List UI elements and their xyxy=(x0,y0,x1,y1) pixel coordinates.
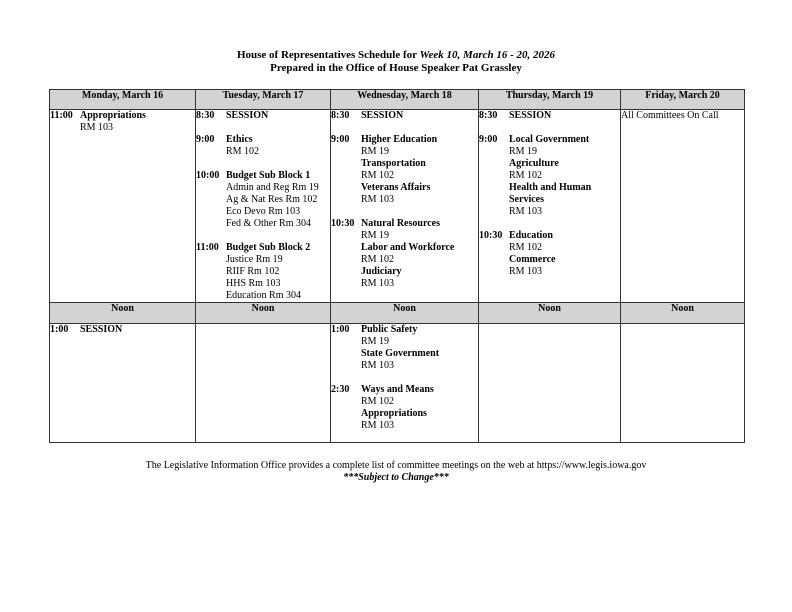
meeting-room: RM 103 xyxy=(80,122,114,133)
time-slot xyxy=(479,110,620,122)
meeting-room: RM 19 xyxy=(361,230,390,241)
slot-time: 2:30 xyxy=(331,384,350,395)
slot-events xyxy=(361,384,478,432)
morning-cell-thursday xyxy=(479,110,621,303)
schedule-table xyxy=(49,89,745,443)
title-line-1: House of Representatives Schedule for Week 10, March 16 - 20, 2026 xyxy=(236,49,556,61)
meeting-room: RM 19 xyxy=(361,336,390,347)
time-slot xyxy=(196,134,330,158)
document-title xyxy=(0,49,792,75)
meeting-room: RM 102 xyxy=(226,146,260,157)
committee-name: SESSION xyxy=(80,324,123,335)
committee-name: Ways and Means xyxy=(361,384,434,395)
noon-cell: Noon xyxy=(196,303,331,324)
committee-name: State Government xyxy=(361,348,440,359)
time-slot xyxy=(50,110,195,134)
morning-cell-friday xyxy=(621,110,745,303)
slot-time: 11:00 xyxy=(50,110,73,121)
day-header-friday: Friday, March 20 xyxy=(621,90,745,110)
committee-name: Ethics xyxy=(226,134,253,145)
slot-events xyxy=(80,324,195,336)
committee-name: Commerce xyxy=(509,254,556,265)
slot-time: 9:00 xyxy=(196,134,215,145)
committee-name: Budget Sub Block 2 xyxy=(226,242,311,253)
slot-events xyxy=(509,230,620,278)
noon-cell: Noon xyxy=(50,303,196,324)
afternoon-row xyxy=(50,324,745,443)
morning-cell-monday xyxy=(50,110,196,303)
meeting-room: RM 103 xyxy=(361,360,395,371)
slot-events xyxy=(80,110,195,134)
slot-time: 1:00 xyxy=(331,324,350,335)
day-header-tuesday: Tuesday, March 17 xyxy=(196,90,331,110)
committee-name: Judiciary xyxy=(361,266,402,277)
slot-events xyxy=(226,110,330,122)
slot-time: 8:30 xyxy=(479,110,498,121)
committee-name: Labor and Workforce xyxy=(361,242,455,253)
afternoon-cell-tuesday xyxy=(196,324,331,443)
subject-to-change-note: ***Subject to Change*** xyxy=(343,472,449,483)
meeting-room: RM 103 xyxy=(361,194,395,205)
afternoon-cell-wednesday xyxy=(331,324,479,443)
committee-name: Transportation xyxy=(361,158,426,169)
slot-events xyxy=(226,134,330,158)
meeting-room: Education Rm 304 xyxy=(226,290,301,301)
noon-cell: Noon xyxy=(331,303,479,324)
committee-name: Public Safety xyxy=(361,324,418,335)
time-slot xyxy=(196,110,330,122)
committee-name: Veterans Affairs xyxy=(361,182,431,193)
meeting-room: RM 102 xyxy=(361,396,395,407)
day-note: All Committees On Call xyxy=(621,110,719,121)
week-range: Week 10, March 16 - 20, 2026 xyxy=(419,49,556,61)
slot-events xyxy=(361,134,478,206)
meeting-room: RM 103 xyxy=(509,266,543,277)
committee-name: SESSION xyxy=(361,110,404,121)
time-slot xyxy=(196,242,330,302)
slot-events xyxy=(226,242,330,302)
committee-name: Budget Sub Block 1 xyxy=(226,170,311,181)
time-slot xyxy=(479,230,620,278)
committee-name: Local Government xyxy=(509,134,590,145)
day-header-monday: Monday, March 16 xyxy=(50,90,196,110)
committee-name: Agriculture xyxy=(509,158,559,169)
committee-name: Higher Education xyxy=(361,134,438,145)
day-header-thursday: Thursday, March 19 xyxy=(479,90,621,110)
meeting-room: RM 102 xyxy=(509,242,543,253)
noon-cell: Noon xyxy=(621,303,745,324)
meeting-room: RM 103 xyxy=(509,206,543,217)
slot-events xyxy=(361,110,478,122)
time-slot xyxy=(331,218,478,290)
meeting-room: RM 102 xyxy=(361,254,395,265)
slot-time: 10:00 xyxy=(196,170,220,181)
noon-cell: Noon xyxy=(479,303,621,324)
committee-name: Health and Human Services xyxy=(509,182,592,205)
time-slot xyxy=(331,110,478,122)
meeting-room: RM 103 xyxy=(361,278,395,289)
time-slot xyxy=(479,134,620,218)
slot-events xyxy=(361,218,478,290)
meeting-room: Ag & Nat Res Rm 102 xyxy=(226,194,318,205)
time-slot xyxy=(331,134,478,206)
slot-events xyxy=(509,134,620,218)
afternoon-cell-thursday xyxy=(479,324,621,443)
time-slot xyxy=(331,384,478,432)
meeting-room: RIIF Rm 102 xyxy=(226,266,280,277)
time-slot xyxy=(50,324,195,336)
meeting-room: Fed & Other Rm 304 xyxy=(226,218,311,229)
slot-events xyxy=(226,170,330,230)
day-header-wednesday: Wednesday, March 18 xyxy=(331,90,479,110)
afternoon-cell-monday xyxy=(50,324,196,443)
committee-name: Appropriations xyxy=(361,408,427,419)
footer-info: The Legislative Information Office provides a complete list of committee meetings on the web at https://www.legis.iowa.gov xyxy=(145,460,647,471)
footer xyxy=(0,460,792,484)
slot-time: 9:00 xyxy=(479,134,498,145)
meeting-room: Justice Rm 19 xyxy=(226,254,283,265)
noon-row xyxy=(50,303,745,324)
slot-time: 10:30 xyxy=(479,230,503,241)
committee-name: SESSION xyxy=(226,110,269,121)
meeting-room: Eco Devo Rm 103 xyxy=(226,206,301,217)
morning-cell-wednesday xyxy=(331,110,479,303)
committee-name: SESSION xyxy=(509,110,552,121)
meeting-room: HHS Rm 103 xyxy=(226,278,281,289)
meeting-room: RM 19 xyxy=(361,146,390,157)
meeting-room: RM 19 xyxy=(509,146,538,157)
slot-time: 8:30 xyxy=(196,110,215,121)
slot-events xyxy=(361,324,478,372)
day-header-row xyxy=(50,90,745,110)
committee-name: Education xyxy=(509,230,553,241)
slot-events xyxy=(509,110,620,122)
meeting-room: RM 102 xyxy=(361,170,395,181)
slot-time: 9:00 xyxy=(331,134,350,145)
committee-name: Appropriations xyxy=(80,110,146,121)
slot-time: 8:30 xyxy=(331,110,350,121)
slot-time: 11:00 xyxy=(196,242,219,253)
time-slot xyxy=(331,324,478,372)
morning-cell-tuesday xyxy=(196,110,331,303)
meeting-room: RM 102 xyxy=(509,170,543,181)
meeting-room: RM 103 xyxy=(361,420,395,431)
committee-name: Natural Resources xyxy=(361,218,440,229)
afternoon-cell-friday xyxy=(621,324,745,443)
title-line-2: Prepared in the Office of House Speaker Pat Grassley xyxy=(270,62,522,74)
meeting-room: Admin and Reg Rm 19 xyxy=(226,182,319,193)
slot-time: 10:30 xyxy=(331,218,355,229)
time-slot xyxy=(196,170,330,230)
slot-time: 1:00 xyxy=(50,324,69,335)
morning-row xyxy=(50,110,745,303)
